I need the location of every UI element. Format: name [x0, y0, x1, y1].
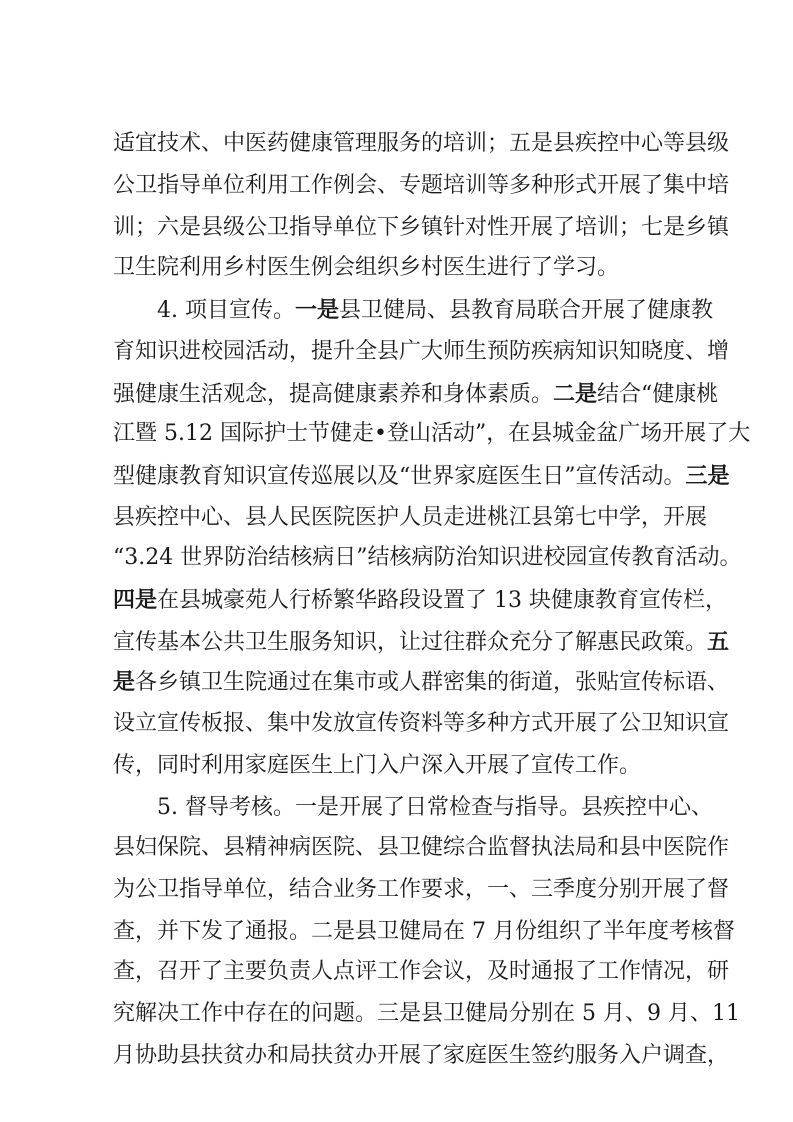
- bold-segment: 一是: [294, 297, 339, 323]
- text-line-17: [157, 788, 713, 828]
- text-line-11: [113, 538, 742, 578]
- text-segment: 查，并下发了通报。二是县卫健局在 7 月份组织了半年度考核督: [113, 919, 735, 944]
- text-line-3: [113, 208, 730, 248]
- text-line-22: [113, 994, 740, 1034]
- bold-segment: 四是: [113, 587, 158, 613]
- text-line-13: [113, 622, 730, 662]
- text-segment: 公卫指导单位利用工作例会、专题培训等多种形式开展了集中培: [113, 173, 730, 198]
- text-segment: 为公卫指导单位，结合业务工作要求，一、三季度分别开展了督: [113, 877, 730, 902]
- text-segment: 传，同时利用家庭医生上门入户深入开展了宣传工作。: [113, 753, 642, 778]
- text-segment: 型健康教育知识宣传巡展以及“世界家庭医生日”宣传活动。: [113, 464, 686, 489]
- text-segment: 强健康生活观念，提高健康素养和身体素质。: [113, 382, 554, 407]
- bold-segment: 五: [707, 629, 730, 655]
- bold-segment: 三是: [685, 463, 730, 489]
- text-segment: 宣传基本公共卫生服务知识，让过往群众充分了解惠民政策。: [113, 630, 708, 655]
- text-line-16: [113, 746, 685, 786]
- text-line-5: [157, 290, 714, 330]
- text-line-18: [113, 828, 730, 868]
- text-line-15: [113, 704, 730, 744]
- text-segment: 各乡镇卫生院通过在集市或人群密集的街道，张贴宣传标语、: [135, 670, 730, 695]
- text-line-19: [113, 870, 730, 910]
- text-segment: 5. 督导考核。一是开展了日常检查与指导。县疾控中心、: [157, 795, 713, 820]
- text-segment: 在县城豪苑人行桥繁华路段设置了 13 块健康教育宣传栏，: [157, 588, 727, 613]
- bold-segment: 二是: [553, 381, 598, 407]
- text-segment: 4. 项目宣传。: [157, 298, 295, 323]
- bold-segment: 是: [113, 669, 136, 695]
- text-line-6: [113, 332, 730, 372]
- text-segment: 究解决工作中存在的问题。三是县卫健局分别在 5 月、9 月、11: [113, 1001, 740, 1026]
- text-segment: 县妇保院、县精神病医院、县卫健综合监督执法局和县中医院作: [113, 835, 730, 860]
- text-line-7: [113, 374, 719, 414]
- text-line-1: [113, 124, 730, 164]
- text-line-2: [113, 166, 730, 206]
- text-line-4: [113, 248, 685, 288]
- text-line-10: [113, 498, 708, 538]
- text-segment: 适宜技术、中医药健康管理服务的培训；五是县疾控中心等县级: [113, 131, 730, 156]
- text-segment: 查，召开了主要负责人点评工作会议，及时通报了工作情况，研: [113, 959, 730, 984]
- text-line-9: [113, 456, 730, 496]
- text-line-12: [113, 580, 727, 620]
- text-segment: 县卫健局、县教育局联合开展了健康教: [339, 298, 714, 323]
- text-line-23: [113, 1036, 730, 1076]
- text-segment: “3.24 世界防治结核病日”结核病防治知识进校园宣传教育活动。: [113, 545, 742, 570]
- text-segment: 育知识进校园活动，提升全县广大师生预防疾病知识知晓度、增: [113, 339, 730, 364]
- text-segment: 县疾控中心、县人民医院医护人员走进桃江县第七中学，开展: [113, 505, 708, 530]
- text-line-14: [113, 662, 730, 702]
- text-segment: 月协助县扶贫办和局扶贫办开展了家庭医生签约服务入户调查，: [113, 1043, 730, 1068]
- text-segment: 卫生院利用乡村医生例会组织乡村医生进行了学习。: [113, 255, 620, 280]
- text-segment: 设立宣传板报、集中发放宣传资料等多种方式开展了公卫知识宣: [113, 711, 730, 736]
- text-line-21: [113, 952, 730, 992]
- text-line-20: [113, 912, 735, 952]
- text-segment: 江暨 5.12 国际护士节健走•登山活动”，在县城金盆广场开展了大: [113, 421, 751, 446]
- text-line-8: [113, 414, 751, 454]
- text-segment: 结合“健康桃: [597, 382, 719, 407]
- text-segment: 训；六是县级公卫指导单位下乡镇针对性开展了培训；七是乡镇: [113, 215, 730, 240]
